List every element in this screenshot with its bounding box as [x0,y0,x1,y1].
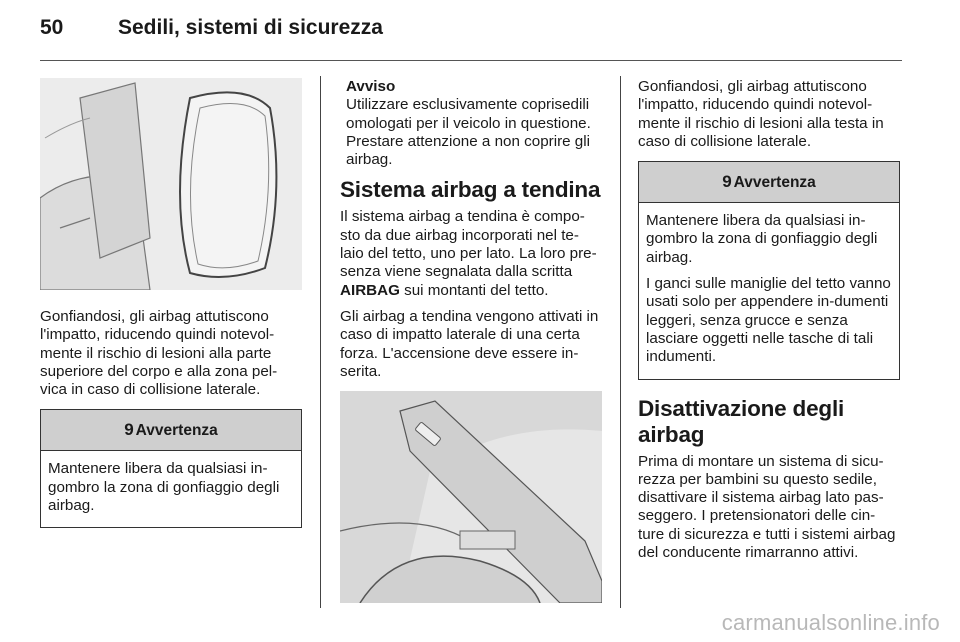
warning-text: Mantenere libera da qualsiasi in-gombro la zona di gonfiaggio degli airbag. [48,460,280,515]
seat-airbag-drawing [40,78,302,290]
warning-box [40,409,302,528]
warning-body [41,451,301,527]
warning-text: I ganci sulle maniglie del tetto vanno usati solo per appendere in-dumenti leggeri, senza grucce e senza lasciare oggetti nelle tasche di tali indumenti. [646,275,891,366]
page-number: 50 [40,16,64,39]
column-divider [320,76,321,608]
body-paragraph [340,208,602,299]
column-2 [340,78,602,603]
pillar-drawing [340,391,602,603]
para-text-before: Il sistema airbag a tendina è compo-sto da due airbag incorporati nel te-laio del tetto, uno per lato. La loro pre-senza viene segnalata dalla scritta [340,208,597,281]
body-paragraph: Prima di montare un sistema di sicu-rezza per bambini su questo sedile, disattivare il sistema airbag lato pas-seggero. I pretensionatori delle cin-ture di sicurezza e tutti i sistemi airbag del conducente rimarranno attivi. [638,452,896,562]
warning-header [41,410,301,451]
warning-title: Avvertenza [135,422,218,440]
column-1 [40,78,302,528]
warning-title: Avvertenza [733,174,816,192]
note-text: Utilizzare esclusivamente coprisedili omologati per il veicolo in questione. Prestare attenzione a non coprire gli airbag. [346,96,591,169]
warning-body [639,203,899,378]
body-paragraph: Gonfiandosi, gli airbag attutiscono l'impatto, riducendo quindi notevol-mente il rischio di lesioni alla parte superiore del corpo e alla zona pel-vica in caso di collisione laterale. [40,308,278,399]
warning-icon: 9 [722,172,732,192]
seat-airbag-illustration [40,78,302,290]
warning-text: Mantenere libera da qualsiasi in-gombro la zona di gonfiaggio degli airbag. [646,212,878,266]
warning-box [638,161,900,379]
warning-icon: 9 [124,420,134,440]
body-paragraph: Gonfiandosi, gli airbag attutiscono l'impatto, riducendo quindi notevol-mente il rischio di lesioni alla testa in caso di collisione laterale. [638,78,884,150]
body-paragraph: Gli airbag a tendina vengono attivati in caso di impatto laterale di una certa forza. L'accensione deve essere in-serita. [340,307,599,380]
section-heading: Sistema airbag a tendina [340,177,601,203]
watermark: carmanualsonline.info [721,610,940,635]
airbag-label-text: AIRBAG [340,281,400,299]
header-rule [40,60,902,61]
column-divider [620,76,621,608]
warning-header [639,162,899,203]
column-3 [638,78,900,570]
pillar-airbag-illustration [340,391,602,603]
section-heading: Disattivazione degli airbag [638,395,845,447]
page-header [40,16,902,52]
note-title: Avviso [346,78,396,95]
para-text-after: sui montanti del tetto. [399,281,549,299]
page-title: Sedili, sistemi di sicurezza [118,16,383,39]
note-block [340,78,602,169]
